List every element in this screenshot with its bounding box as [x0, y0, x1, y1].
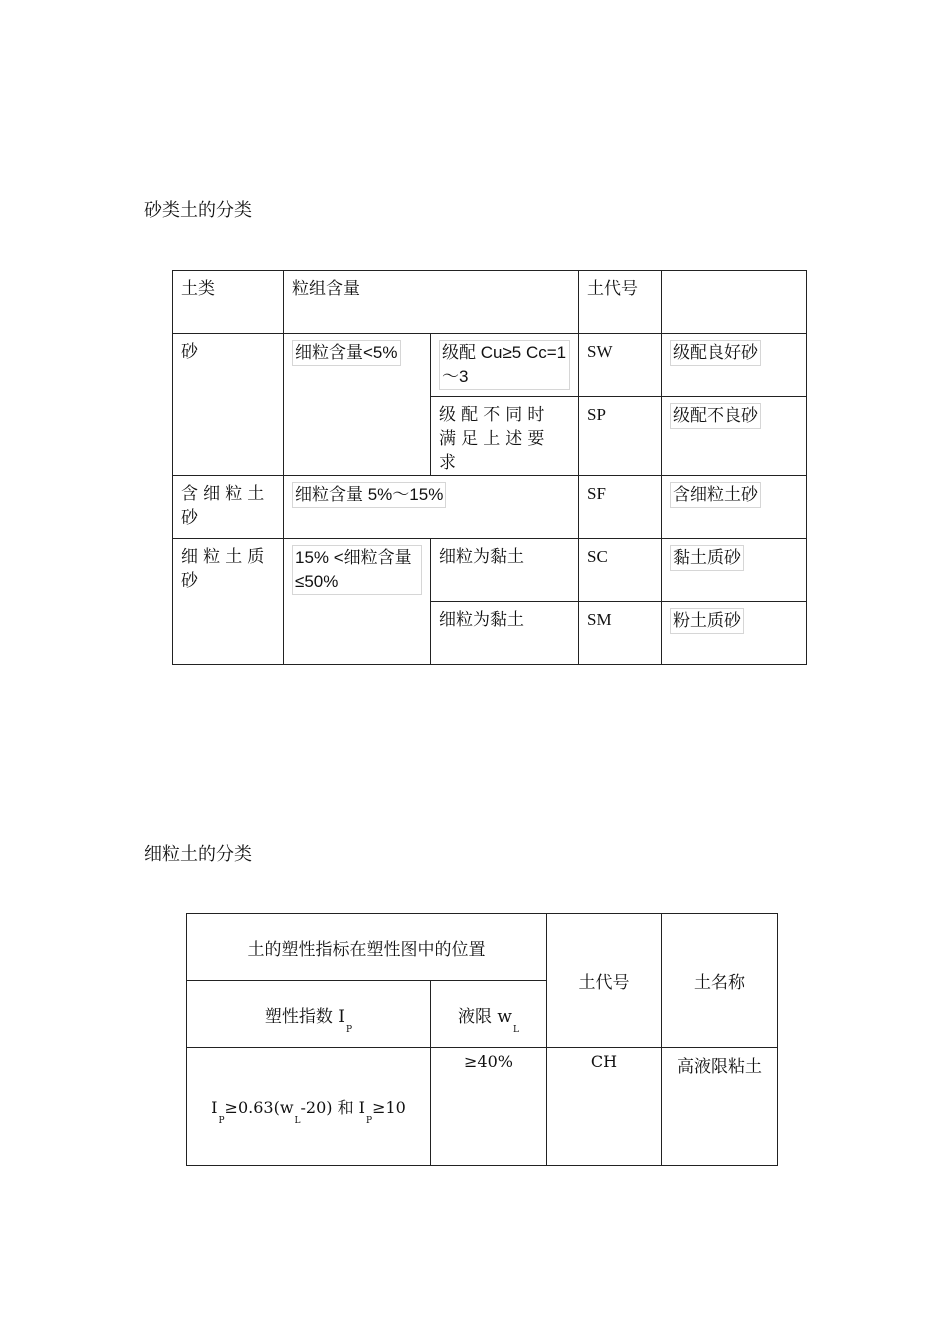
cell-name-sm: 粉土质砂	[662, 602, 807, 665]
cell-fines-silty-sand: 细粒含量 5%～15%	[284, 476, 579, 539]
header-plasticity-index: 塑性指数 $I_P$	[187, 981, 431, 1048]
table-header-row	[187, 914, 778, 981]
cell-code-sp: SP	[579, 397, 662, 476]
cell-desc-sc: 细粒为黏土	[431, 539, 579, 602]
cell-desc-sm: 细粒为黏土	[431, 602, 579, 665]
header-soil-code: 土代号	[547, 914, 662, 1048]
header-liquid-limit: 液限 $w_L$	[431, 981, 547, 1048]
table-row	[173, 476, 807, 539]
cell-fines-fine-sand: 15% <细粒含量 ≤50%	[284, 539, 431, 665]
header-soil-type: 土类	[173, 271, 284, 334]
sand-classification-table	[172, 270, 807, 665]
cell-grade-good: 级配 Cu≥5 Cc=1～3	[431, 334, 579, 397]
fine-soil-classification-table	[186, 913, 778, 1166]
cell-liquid-limit-value: ≥40%	[431, 1048, 547, 1166]
table-row	[187, 1048, 778, 1166]
header-grain-content: 粒组含量	[284, 271, 579, 334]
cell-code-sf: SF	[579, 476, 662, 539]
header-soil-code: 土代号	[579, 271, 662, 334]
cell-code-sc: SC	[579, 539, 662, 602]
table-row	[173, 334, 807, 397]
section-title-fine-soil: 细粒土的分类	[144, 844, 252, 865]
table-row	[173, 539, 807, 602]
cell-code-ch: CH	[547, 1048, 662, 1166]
cell-type-silty-sand: 含细粒土砂	[173, 476, 284, 539]
cell-name-sp: 级配不良砂	[662, 397, 807, 476]
cell-code-sw: SW	[579, 334, 662, 397]
cell-plasticity-condition: $I_P\ge 0.63(w_L-20)$ 和 $I_P\ge 10$	[187, 1048, 431, 1166]
cell-type-fine-sand: 细粒土质砂	[173, 539, 284, 665]
header-empty	[662, 271, 807, 334]
cell-type-sand: 砂	[173, 334, 284, 476]
cell-name-sc: 黏土质砂	[662, 539, 807, 602]
cell-name-ch: 高液限粘土	[662, 1048, 778, 1166]
header-soil-name: 土名称	[662, 914, 778, 1048]
cell-fines-sand: 细粒含量<5%	[284, 334, 431, 476]
table-header-row	[173, 271, 807, 334]
header-plasticity-position: 土的塑性指标在塑性图中的位置	[187, 914, 547, 981]
cell-code-sm: SM	[579, 602, 662, 665]
cell-name-sf: 含细粒土砂	[662, 476, 807, 539]
cell-grade-poor: 级配不同时满足上述要求	[431, 397, 579, 476]
section-title-sand: 砂类土的分类	[144, 200, 252, 221]
cell-name-sw: 级配良好砂	[662, 334, 807, 397]
